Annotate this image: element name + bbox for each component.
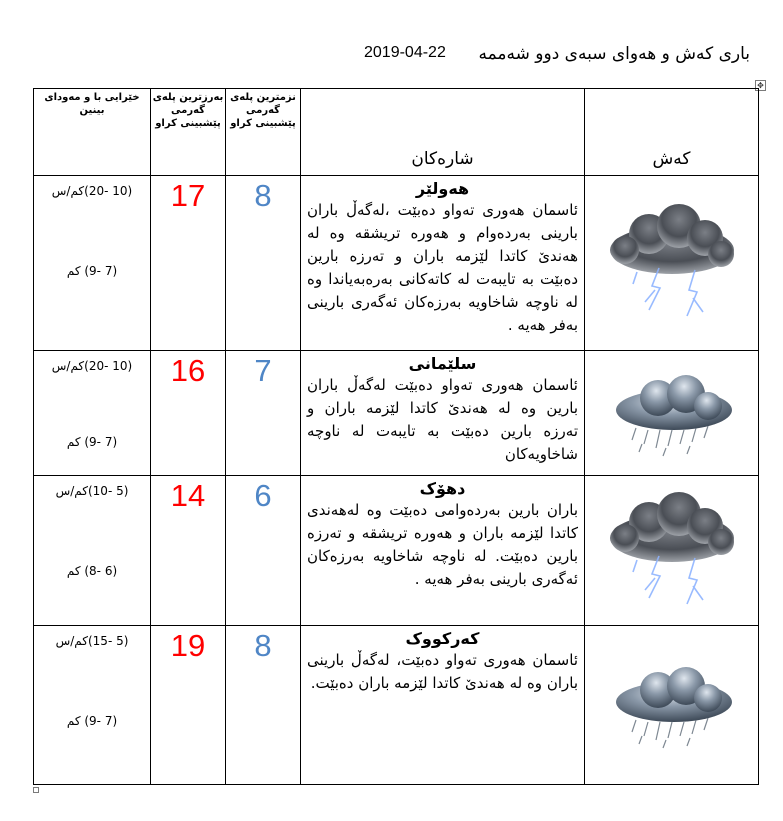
forecast-date: 2019-04-22	[364, 44, 446, 61]
forecast-title-text: باری کەش و هەوای سبەی دوو شەممە	[478, 44, 750, 64]
wind-visibility-cell	[34, 351, 151, 476]
rain-cloud-icon	[602, 368, 742, 458]
city-description: ئاسمان هەوری تەواو دەبێت ،لەگەڵ باران بارینی بەردەوام و هەورە تریشقە وە لە هەندێ کاتدا لێزمە باران و تەرزە بارین دەبێت بە تایبەت لە کاتەکانی بەرەبەیاندا وە لە ناوچە شاخاویە بەرزەکان ئەگەری بارینی بەفر هەیە .	[307, 201, 578, 334]
wind-speed: (5 -10)کم/س	[55, 484, 129, 498]
city-cell	[301, 476, 585, 626]
header-row	[34, 89, 759, 176]
table-row	[34, 176, 759, 351]
city-description: ئاسمان هەوری تەواو دەبێت، لەگەڵ بارینی باران وە لە هەندێ کاتدا لێزمە باران دەبێت.	[307, 651, 578, 692]
wind-visibility-cell	[34, 626, 151, 785]
table-row	[34, 351, 759, 476]
weather-icon-cell	[585, 476, 759, 626]
rain-cloud-icon	[602, 660, 742, 750]
storm-cloud-lightning-icon	[597, 198, 747, 328]
visibility: (7 -9) کم	[66, 435, 118, 449]
max-temp: 19	[151, 626, 226, 785]
wind-visibility-cell	[34, 176, 151, 351]
header-cities	[301, 89, 585, 176]
max-temp: 14	[151, 476, 226, 626]
header-weather	[585, 89, 759, 176]
city-cell	[301, 351, 585, 476]
storm-cloud-lightning-icon	[597, 486, 747, 616]
min-temp: 6	[226, 476, 301, 626]
max-temp: 17	[151, 176, 226, 351]
city-name: سلێمانی	[408, 354, 477, 373]
visibility: (6 -8) کم	[66, 564, 118, 578]
city-description: باران بارین بەردەوامی دەبێت وە لەهەندی کاتدا لێزمە باران و هەورە تریشقە و تەرزە بارین دەبێت. لە ناوچە شاخاویە بەرزەکان ئەگەری بارینی بەفر هەیە .	[307, 501, 578, 588]
weather-icon-cell	[585, 351, 759, 476]
city-cell	[301, 176, 585, 351]
table-move-handle-icon[interactable]: ✥	[755, 80, 766, 91]
visibility: (7 -9) کم	[66, 264, 118, 278]
city-description: ئاسمان هەوری تەواو دەبێت لەگەڵ باران بارین وە لە هەندێ کاتدا لێزمە باران و تەرزە بارین دەبێت بە تایبەت لە ناوچە شاخاویەکان	[307, 376, 578, 463]
table-resize-handle[interactable]	[33, 787, 39, 793]
header-max-temp: بەرزترین پلەی گەرمی پێشبینی کراو	[151, 89, 226, 176]
city-name: دهۆک	[419, 479, 466, 498]
wind-speed: (5 -15)کم/س	[55, 634, 129, 648]
weather-icon-cell	[585, 176, 759, 351]
city-name: کەرکووک	[405, 629, 480, 648]
max-temp: 16	[151, 351, 226, 476]
header-weather-label: کەش	[652, 149, 691, 169]
min-temp: 8	[226, 626, 301, 785]
table-row	[34, 476, 759, 626]
wind-speed: (10 -20)کم/س	[51, 184, 133, 198]
wind-speed: (10 -20)کم/س	[51, 359, 133, 373]
min-temp: 7	[226, 351, 301, 476]
forecast-table	[33, 88, 759, 785]
table-row	[34, 626, 759, 785]
wind-visibility-cell	[34, 476, 151, 626]
forecast-title	[300, 44, 750, 72]
city-cell	[301, 626, 585, 785]
header-cities-label: شارەکان	[411, 149, 474, 169]
city-name: هەولێر	[415, 179, 470, 198]
min-temp: 8	[226, 176, 301, 351]
header-min-temp: نزمترین پلەی گەرمی پێشبینی کراو	[226, 89, 301, 176]
weather-icon-cell	[585, 626, 759, 785]
visibility: (7 -9) کم	[66, 714, 118, 728]
header-wind-wave: خێرایی با و مەودای بینین	[34, 89, 151, 176]
